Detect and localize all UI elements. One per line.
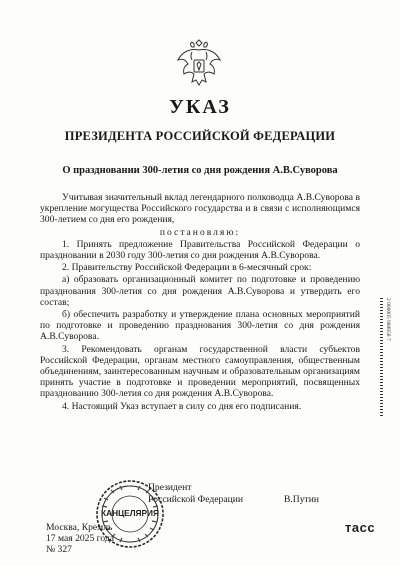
coat-of-arms-emblem [174,38,224,88]
decree-body [40,192,360,413]
signatory-title-line1: Президент [148,482,192,493]
decree-item-3: 3. Рекомендовать органам государственной власти субъектов Российской Федерации, органам местного самоуправления, общественным объединениям, заинтересованным научным и образовательным организациям принять участие в подготовке и проведении мероприятий, посвященных празднованию 300-летия со дня рождения А.В.Суворова. [40,343,360,400]
decree-heading: О праздновании 300-летия со дня рождения А.В.Суворова [62,165,338,176]
place: Москва, Кремль [46,522,113,533]
decree-item-4: 4. Настоящий Указ вступает в силу со дня его подписания. [62,400,302,412]
signatory-title-line2: Российской Федерации [148,494,243,505]
decree-item-2b: б) обеспечить разработку и утверждение плана основных мероприятий по подготовке и проведению празднования 300-летия со дня рождения А.В.Суворова. [40,309,360,343]
decree-footer [46,522,114,555]
side-barcode [380,298,391,416]
tass-logo: тасс [345,520,376,535]
decree-item-2: 2. Правительству Российской Федерации в 6-месячный срок: [62,262,312,274]
decree-subtitle: ПРЕЗИДЕНТА РОССИЙСКОЙ ФЕДЕРАЦИИ [64,129,336,143]
preamble-paragraph: Учитывая значительный вклад легендарного полководца А.В.Суворова в укрепление могущества Российского государства и в связи с исполняющимся 300-летием со дня его рождения, [40,192,360,226]
decree-title: УКАЗ [169,96,231,118]
barcode-number: 2 000005 980058 7 [385,298,391,341]
decree-item-1: 1. Принять предложение Правительства Российской Федерации о праздновании в 2030 году 300-летия со дня рождения А.В.Суворова. [40,238,360,262]
stamp-label: КАНЦЕЛЯРИЯ [101,508,159,518]
decree-item-2a: а) образовать организационный комитет по подготовке и проведению празднования 300-летия со дня рождения А.В.Суворова и утвердить его состав; [40,274,360,308]
date: 17 мая 2025 года [46,533,115,544]
decree-number: № 327 [46,544,72,555]
barcode-lines [380,298,383,416]
signatory-name: В.Путин [284,494,319,505]
decree-word: постановляю: [159,226,241,238]
